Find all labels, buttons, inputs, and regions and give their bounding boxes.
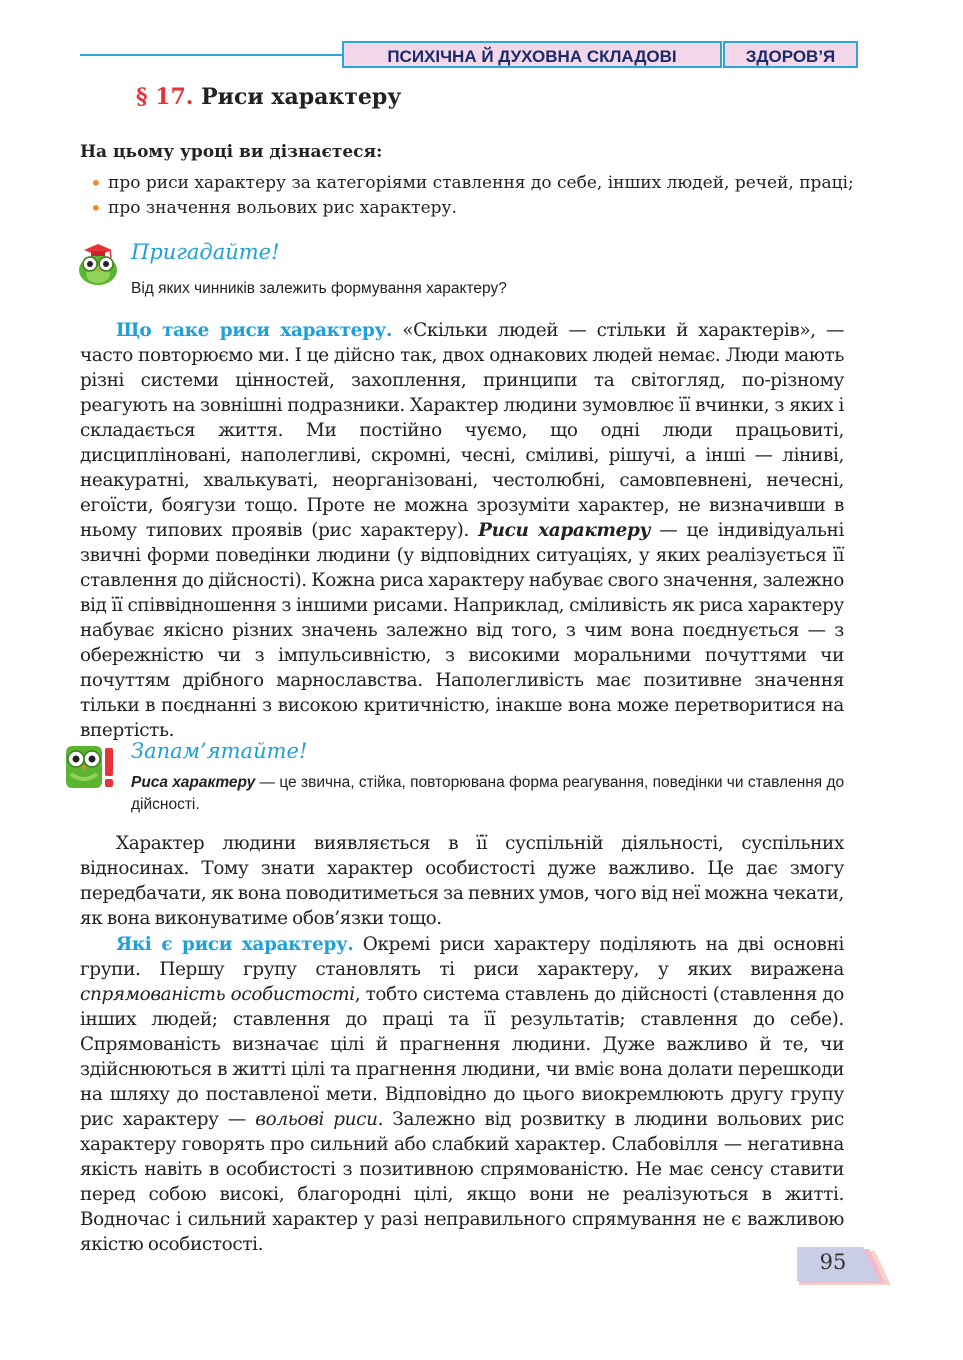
header-rule <box>80 54 342 56</box>
memo-definition <box>131 772 847 816</box>
italic-term: спрямованість особистості <box>80 984 355 1005</box>
remind-question: Від яких чинників залежить формування характеру? <box>131 280 507 297</box>
learn-item: • про риси характеру за категоріями ставлення до себе, інших людей, речей, праці; <box>108 171 854 196</box>
lesson-title <box>136 84 401 110</box>
paragraph-1 <box>80 318 844 743</box>
paragraph-lead: Що таке риси характеру. <box>116 320 392 341</box>
learn-heading: На цьому уроці ви дізнаєтеся: <box>80 142 383 162</box>
paragraph-text: , тобто система ставлень до дійсності (ставлення до інших людей; ставлення до праці та її результатів; ставлення до себе). Спрямованість визначає цілі й прагнення людини. Дуже важливо й те, чи здійснюються в житті цілі та прагнення людини, чи вміє вона долати перешкоди на шляху до поставленої мети. Відповідно до цього виокремлюють другу групу рис характеру — <box>80 984 845 1130</box>
paragraph-text: . Залежно від розвитку в людини вольових рис характеру говорять про сильний або слабкий характер. Слабовілля — негативна якість навіть в особистості з позитивною спрямованістю. Не має сенсу ставити перед собою високі, благородні цілі, якщо вони не реалізуються в житті. Водночас і сильний характер у разі неправильного спрямування не є важливою якістю особистості. <box>80 1109 844 1255</box>
paragraph-lead: Які є риси характеру. <box>116 934 354 955</box>
learn-item: • про значення вольових рис характеру. <box>108 196 854 221</box>
paragraph-3 <box>80 932 844 1257</box>
section-header-tab-2: ЗДОРОВ’Я <box>723 41 858 68</box>
memo-title: Запам’ятайте! <box>131 739 308 763</box>
section-header-tab: ПСИХІЧНА Й ДУХОВНА СКЛАДОВІ <box>342 41 722 68</box>
page-number: 95 <box>819 1250 847 1274</box>
term-highlight: Риси характеру <box>478 520 651 541</box>
memo-text: — це звична, стійка, повторювана форма реагування, поведінки чи ставлення до дійсності. <box>131 774 845 813</box>
paragraph-text: Окремі риси характеру поділяють на дві основні групи. Першу групу становлять ті риси характеру, у яких виражена <box>80 934 845 980</box>
italic-term: вольові риси <box>255 1109 378 1130</box>
learn-list <box>108 171 854 221</box>
lesson-number: § 17. <box>136 84 194 110</box>
owl-graduate-icon <box>76 240 120 286</box>
lesson-title-text: Риси характеру <box>201 84 402 110</box>
paragraph-text: — це індивідуальні звичні форми поведінки людини (у відповідних ситуаціях, у яких реалізується її ставлення до дійсності). Кожна риса характеру набуває свого значення, залежно від її співвідношення з іншими рисами. Наприклад, сміливість як риса характеру набуває якісно різних значень залежно від того, з чим вона поєднується — з обережністю чи з імпульсивністю, з високими моральними почуттями чи почуттям дрібного марнославства. Наполегливість має позитивне значення тільки в поєднанні з високою критичністю, інакше вона може перетворитися на впертість. <box>80 520 844 741</box>
paragraph-text: «Скільки людей — стільки й характерів», — часто повторюємо ми. І це дійсно так, двох однакових людей немає. Люди мають різні системи цінностей, захоплення, принципи та світогляд, по-різному реагують на зовнішні подразники. Характер людини зумовлює її вчинки, з яких і складається життя. Ми постійно чуємо, що одні люди працьовиті, дисципліновані, наполегливі, скромні, чесні, сміливі, рішучі, а інші — ліниві, неакуратні, хвалькуваті, неорганізовані, честолюбні, самовпевнені, нечесні, егоїсти, боягузи тощо. Проте не можна зрозуміти характер, не визначивши в ньому типових проявів (рис характеру). <box>80 320 844 541</box>
owl-exclamation-icon <box>65 742 117 790</box>
paragraph-2: Характер людини виявляється в її суспільній діяльності, суспільних відносинах. Тому знати характер особистості дуже важливо. Це дає змогу передбачати, як вона поводитиметься за певних умов, чого від неї можна чекати, як вона виконуватиме обов’язки тощо. <box>80 833 844 929</box>
remind-title: Пригадайте! <box>131 240 280 264</box>
memo-term: Риса характеру <box>131 774 256 791</box>
